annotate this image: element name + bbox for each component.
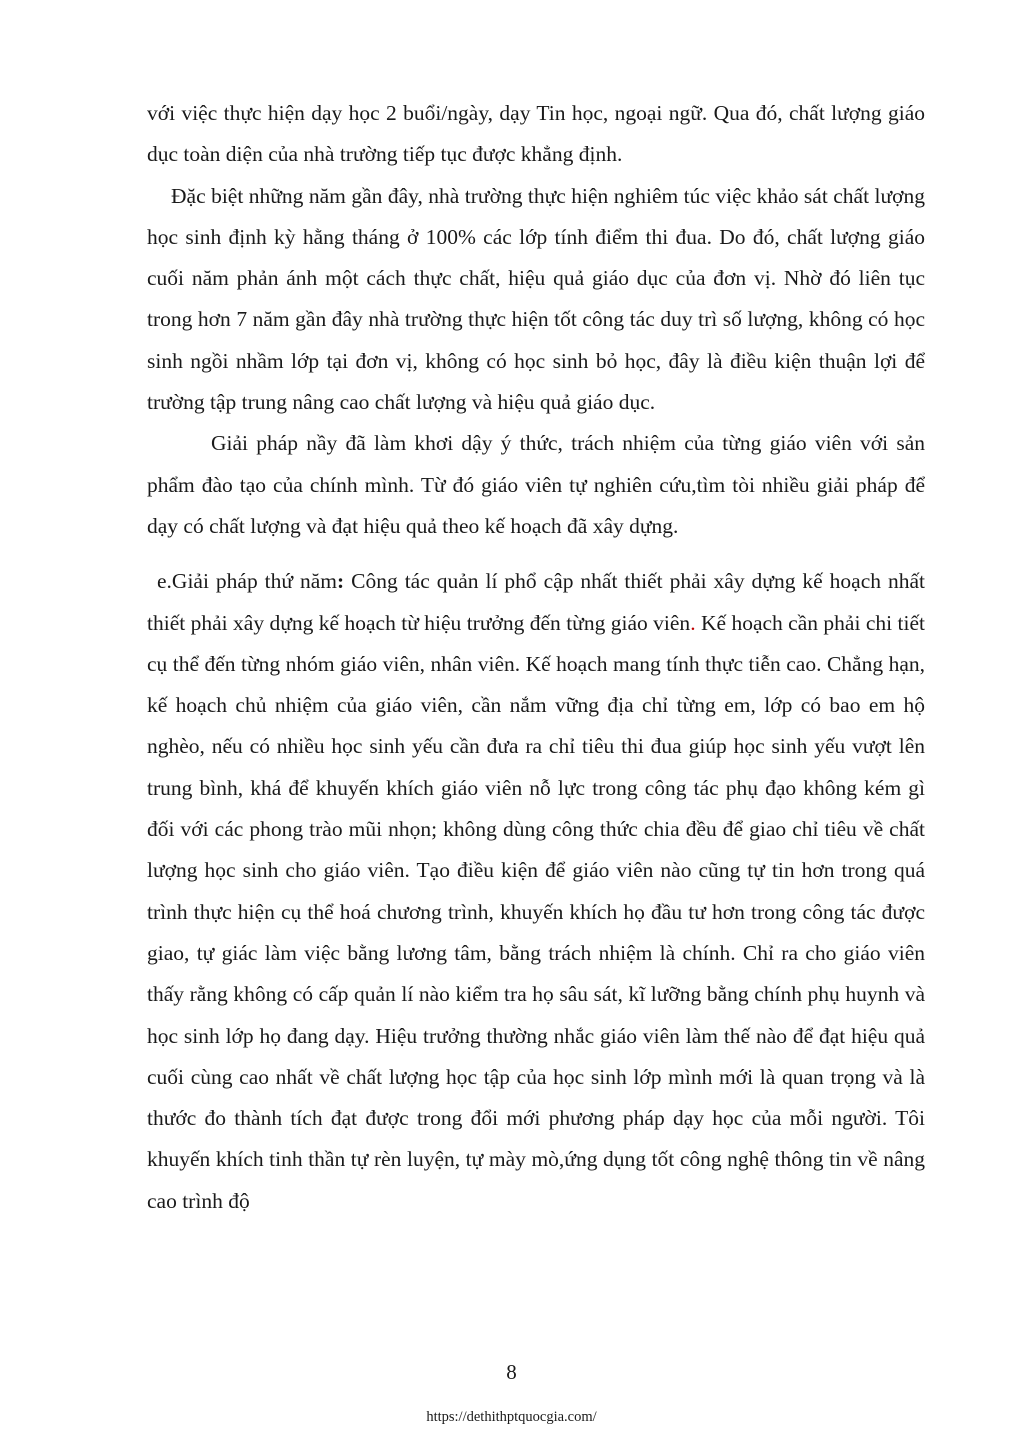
- paragraph-quality-survey: Đặc biệt những năm gần đây, nhà trường thực hiện nghiêm túc việc khảo sát chất lượng học sinh định kỳ hằng tháng ở 100% các lớp tính điểm thi đua. Do đó, chất lượng giáo cuối năm phản ánh một cách thực chất, hiệu quả giáo dục của đơn vị. Nhờ đó liên tục trong hơn 7 năm gần đây nhà trường thực hiện tốt công tác duy trì số lượng, không có học sinh ngồi nhầm lớp tại đơn vị, không có học sinh bỏ học, đây là điều kiện thuận lợi để trường tập trung nâng cao chất lượng và hiệu quả giáo dục.: [147, 183, 925, 415]
- paragraph-continued: với việc thực hiện dạy học 2 buổi/ngày, dạy Tin học, ngoại ngữ. Qua đó, chất lượng giáo dục toàn diện của nhà trường tiếp tục được khẳng định.: [147, 101, 925, 167]
- red-period: .: [690, 610, 696, 635]
- solution-text-part2: Kế hoạch cần phải chi tiết cụ thể đến từng nhóm giáo viên, nhân viên. Kế hoạch mang tính thực tiễn cao. Chẳng hạn, kế hoạch chủ nhiệm của giáo viên, cần nắm vững địa chỉ từng em, lớp có bao em hộ nghèo, nếu có nhiều học sinh yếu cần đưa ra chỉ tiêu thi đua giúp học sinh yếu vượt lên trung bình, khá để khuyến khích giáo viên nỗ lực trong công tác phụ đạo không kém gì đối với các phong trào mũi nhọn; không dùng công thức chia đều để giao chỉ tiêu về chất lượng học sinh cho giáo viên. Tạo điều kiện để giáo viên nào cũng tự tin hơn trong quá trình thực hiện cụ thể hoá chương trình, khuyến khích họ đầu tư hơn trong công tác được giao, tự giác làm việc bằng lương tâm, bằng trách nhiệm là chính. Chỉ ra cho giáo viên thấy rằng không có cấp quản lí nào kiểm tra họ sâu sát, kĩ lưỡng bằng chính phụ huynh và học sinh lớp họ đang dạy. Hiệu trưởng thường nhắc giáo viên làm thế nào để đạt hiệu quả cuối cùng cao nhất về chất lượng học tập của học sinh lớp mình mới là quan trọng và là thước đo thành tích đạt được trong đổi mới phương pháp dạy học của mỗi người. Tôi khuyến khích tinh thần tự rèn luyện, tự mày mò,ứng dụng tốt công nghệ thông tin về nâng cao trình độ: [147, 610, 925, 1213]
- footer-url: https://dethithptquocgia.com/: [426, 1409, 597, 1425]
- document-body: [147, 93, 925, 1222]
- paragraph-solution-effect: Giải pháp nầy đã làm khơi dậy ý thức, trách nhiệm của từng giáo viên với sản phẩm đào tạo của chính mình. Từ đó giáo viên tự nghiên cứu,tìm tòi nhiều giải pháp để dạy có chất lượng và đạt hiệu quả theo kế hoạch đã xây dựng.: [147, 431, 925, 538]
- solution-heading: e.Giải pháp thứ năm: [157, 569, 338, 594]
- page-number: 8: [506, 1360, 517, 1384]
- paragraph-solution-five: [147, 561, 925, 1222]
- solution-heading-colon: :: [337, 569, 345, 594]
- solution-text-part1: Công tác quản lí phổ cập nhất thiết phải xây dựng kế hoạch nhất thiết phải xây dựng kế hoạch từ hiệu trưởng đến từng giáo viên: [147, 569, 925, 635]
